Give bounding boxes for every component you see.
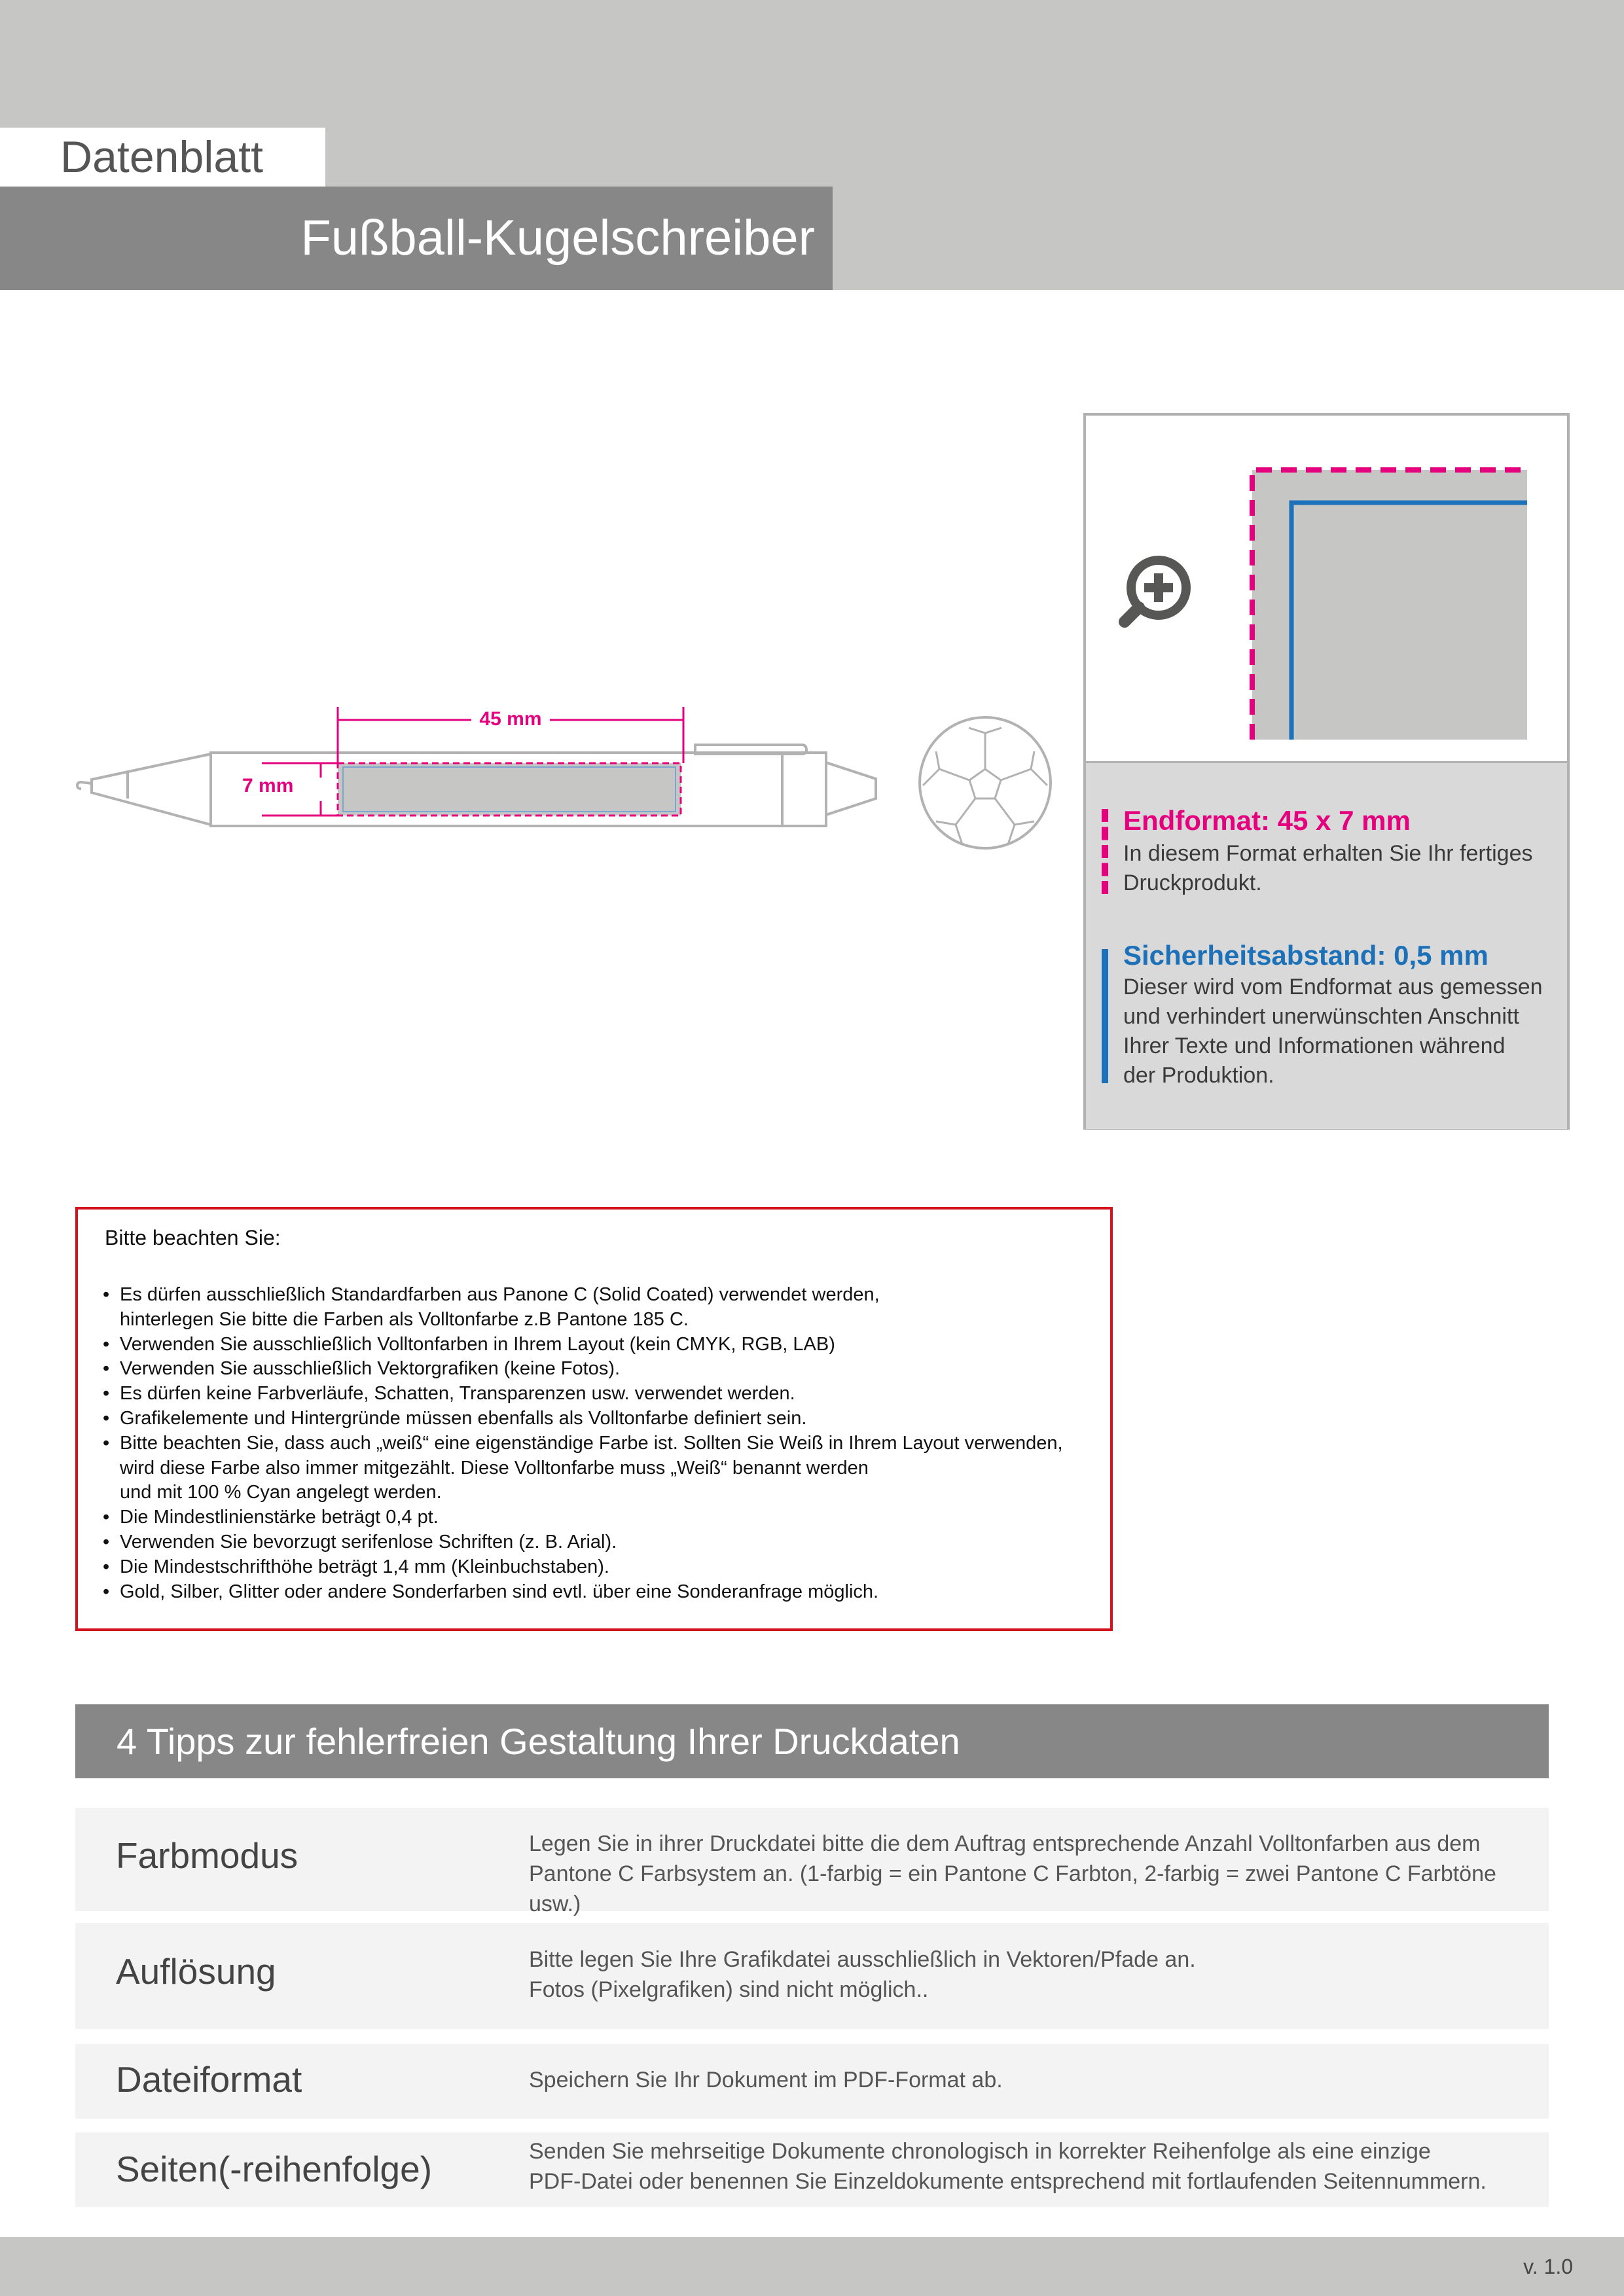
safety-marker <box>1102 949 1108 1083</box>
page-title: Fußball-Kugelschreiber <box>300 210 815 266</box>
width-dimension-label: 45 mm <box>479 708 542 730</box>
tip-row-farbmodus <box>75 1808 1549 1916</box>
list-item: • Verwenden Sie ausschließlich Volltonfarben in Ihrem Layout (kein CMYK, RGB, LAB) <box>101 1333 1096 1357</box>
tip-text: Legen Sie in ihrer Druckdatei bitte die dem Auftrag entsprechende Anzahl Volltonfarben aus dem Pantone C Farbsystem an. (1-farbig = ein Pantone C Farbton, 2-farbig = zwei Pantone C Farbtöne usw.) <box>529 1831 1496 1916</box>
list-item: • Die Mindestlinienstärke beträgt 0,4 pt. <box>101 1505 1096 1530</box>
notes-heading: Bitte beachten Sie: <box>105 1226 281 1249</box>
list-item: • Es dürfen keine Farbverläufe, Schatten, Transparenzen usw. verwendet werden. <box>101 1382 1096 1407</box>
list-item: • Es dürfen ausschließlich Standardfarben aus Panone C (Solid Coated) verwendet werden, hinterlegen Sie bitte die Farben als Volltonfarbe z.B Pantone 185 C. <box>101 1283 1096 1333</box>
pen-cone <box>92 754 211 825</box>
tip-row-seiten <box>75 2132 1549 2207</box>
format-corner-diagram <box>1244 461 1532 740</box>
tip-label: Dateiformat <box>116 2059 302 2100</box>
tip-text: Senden Sie mehrseitige Dokumente chronologisch in korrekter Reihenfolge als eine einzige PDF-Datei oder benennen Sie Einzeldokumente entsprechend mit fortlaufenden Seitennummern. <box>529 2139 1487 2194</box>
footer-band <box>0 2237 1624 2296</box>
list-item: • Verwenden Sie bevorzugt serifenlose Schriften (z. B. Arial). <box>101 1530 1096 1555</box>
tips-title: 4 Tipps zur fehlerfreien Gestaltung Ihrer Druckdaten <box>117 1721 960 1762</box>
tip-label: Seiten(-reihenfolge) <box>116 2149 433 2189</box>
pen-drawing <box>72 707 1060 870</box>
tip-row-aufloesung <box>75 1923 1549 2029</box>
datasheet-label: Datenblatt <box>60 132 263 182</box>
height-dimension-label: 7 mm <box>242 775 294 797</box>
endformat-marker <box>1102 809 1115 894</box>
safety-text: Dieser wird vom Endformat aus gemessen und verhindert unerwünschten Anschnitt Ihrer Texte und Informationen während der Produktion. <box>1123 975 1543 1088</box>
tip-label: Farbmodus <box>116 1835 298 1876</box>
endformat-text: In diesem Format erhalten Sie Ihr fertiges Druckprodukt. <box>1123 841 1533 895</box>
list-item: • Verwenden Sie ausschließlich Vektorgrafiken (keine Fotos). <box>101 1357 1096 1382</box>
notes-list <box>101 1283 1096 1604</box>
print-area <box>338 763 681 816</box>
list-item: • Gold, Silber, Glitter oder andere Sonderfarben sind evtl. über eine Sonderanfrage möglich. <box>101 1580 1096 1605</box>
tip-text: Bitte legen Sie Ihre Grafikdatei ausschließlich in Vektoren/Pfade an. Fotos (Pixelgrafiken) sind nicht möglich.. <box>529 1947 1196 2002</box>
version-label: v. 1.0 <box>1523 2255 1573 2278</box>
safety-title: Sicherheitsabstand: 0,5 mm <box>1123 940 1489 971</box>
list-item: • Grafikelemente und Hintergründe müssen ebenfalls als Volltonfarbe definiert sein. <box>101 1407 1096 1431</box>
tip-text: Speichern Sie Ihr Dokument im PDF-Format ab. <box>529 2068 1003 2092</box>
endformat-title: Endformat: 45 x 7 mm <box>1123 805 1411 836</box>
list-item: • Bitte beachten Sie, dass auch „weiß“ eine eigenständige Farbe ist. Sollten Sie Weiß in Ihrem Layout verwenden, wird diese Farbe also immer mitgezählt. Diese Volltonfarbe muss „Weiß“ benannt werden und mit 100 % Cyan angelegt werden. <box>101 1431 1096 1505</box>
tip-label: Auflösung <box>116 1951 276 1992</box>
pen-tip-ball <box>77 782 92 789</box>
list-item: • Die Mindestschrifthöhe beträgt 1,4 mm (Kleinbuchstaben). <box>101 1555 1096 1580</box>
tip-row-dateiformat <box>75 2044 1549 2119</box>
magnifier-plus-icon <box>1113 550 1198 635</box>
